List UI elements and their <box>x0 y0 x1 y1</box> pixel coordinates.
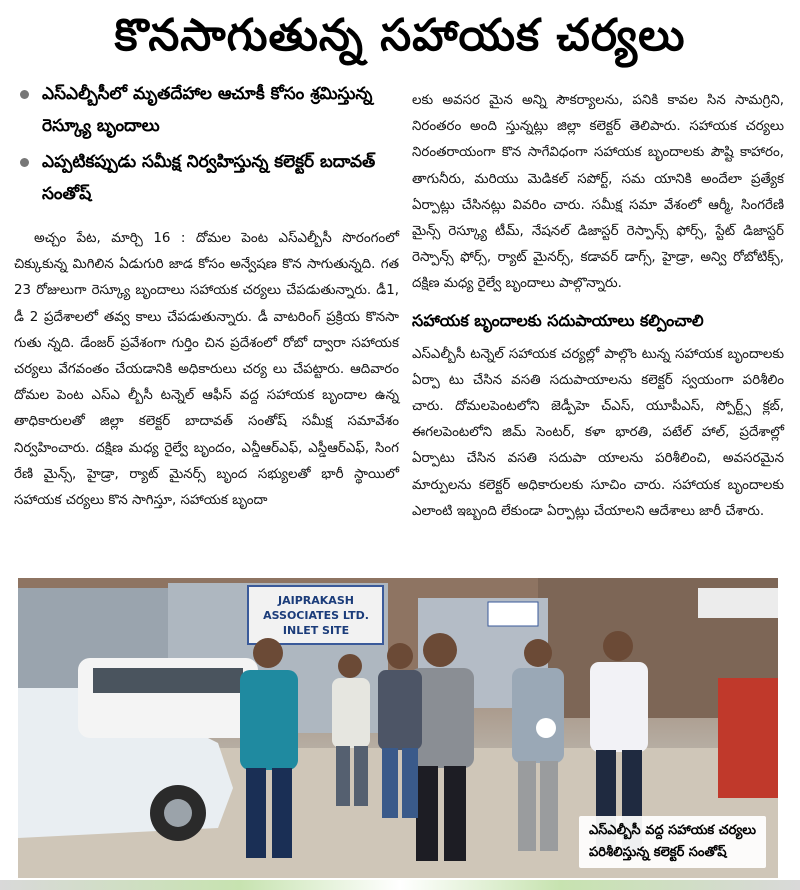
right-stall <box>718 678 778 798</box>
jeep-window <box>93 668 243 693</box>
article-paragraph: ఎస్ఎల్బీసీ టన్నెల్ సహాయక చర్యల్లో పాల్గొం టున్న సహాయక బృందాలకు ఏర్పా టు చేసిన వసతి సదుపాయాలను కలెక్టర్ స్వయంగా పరిశీలిం చారు. దోమలపెంటలోని జెడ్పీహె చ్ఎస్, యూపీఎస్, స్పోర్ట్స్ క్లబ్, ఈగలపెంటలోని జిమ్ సెంటర్, కళా భారతి, పటేల్ హాల్, ప్రదేశాల్లో ఏర్పాటు చేసిన వసతి సదుపా యాలను పరిశీలించి, అవసరమైన మార్పులను కలెక్టర్ అధికారులకు సూచిం చారు. సహాయక బృందాలకు ఎలాంటి ఇబ్బంది లేకుండా ఏర్పాట్లు చేయాలని ఆదేశాలు జారీ చేశారు. <box>412 346 784 519</box>
right-column <box>412 88 784 562</box>
bullet-point: ఎస్ఎల్బీసీలో మృతదేహాల ఆచూకీ కోసం శ్రమిస్తున్న రెస్క్యూ బృందాలు <box>14 78 399 142</box>
car-hub <box>164 799 192 827</box>
headline: కొనసాగుతున్న సహాయక చర్యలు <box>114 10 686 61</box>
right-sign <box>698 588 778 618</box>
left-column <box>14 78 399 562</box>
article-paragraph: లకు అవసర మైన అన్ని సౌకర్యాలను, పనికి కావల సిన సామగ్రిని, నిరంతరం అంది స్తున్నట్లు జిల్లా కలెక్టర్ తెలిపారు. సహాయక చర్యలు నిరంతరాయంగా కొన సాగేవిధంగా సహాయక బృందాలకు పౌష్టి కాహారం, తాగునీరు, మరియు మెడికల్ సపోర్ట్, సమ యానికి అందేలా ప్రత్యేక ఏర్పాట్లు చేసినట్లు వివరిం చారు. సమీక్ష సమా వేశంలో ఆర్మీ, సింగరేణి మైన్స్ రెస్క్యూ టీమ్, నేషనల్ డిజాస్టర్ రెస్పాన్స్ ఫోర్స్, స్టేట్ డిజాస్టర్ రెస్పాన్స్ ఫోర్స్, ర్యాట్ మైనర్స్, కడావర్ డాగ్స్, హైడ్రా, అన్వి రోబోటిక్స్, దక్షిణ మధ్య రైల్వే బృందాలు పాల్గొన్నారు. <box>412 93 784 292</box>
small-sign <box>488 602 538 626</box>
caption-line: ఎస్ఎల్బీసీ వద్ద సహాయక చర్యలు <box>589 823 756 838</box>
sign-text: JAIPRAKASH <box>278 594 354 607</box>
sign-text: ASSOCIATES LTD. <box>263 609 369 622</box>
caption-line: పరిశీలిస్తున్న కలెక్టర్ సంతోష్ <box>589 845 727 860</box>
news-photo <box>18 578 778 878</box>
bullet-point: ఎప్పటికప్పుడు సమీక్ష నిర్వహిస్తున్న కలెక్టర్ బదావత్ సంతోష్ <box>14 146 399 210</box>
sub-heading: సహాయక బృందాలకు సదుపాయాలు కల్పించాలి <box>412 310 704 330</box>
article-paragraph: అచ్చం పేట, మార్చి 16 : దోమల పెంట ఎస్ఎల్బీసీ సొరంగంలో చిక్కుకున్న మిగిలిన ఏడుగురి జాడ కోసం అన్వేషణ కొన సాగుతున్నది. గత 23 రోజులుగా రెస్క్యూ బృందాలు సహాయక చర్యలు చేపడుతున్నారు. డీ1, డీ 2 ప్రదేశాలలో తవ్వ కాలు చేపడుతున్నారు. డీ వాటరింగ్ ప్రక్రియ కొనసా గుతు న్నది. డేంజర్ ప్రవేశంగా గుర్తిం చిన ప్రదేశంలో రోబో ద్వారా సహాయక చర్యలు వేగవంతం చేయడానికి అధికారులు చర్య లు చేపట్టారు. ఆదివారం దోమల పెంట ఎస్ఎ ల్బీసీ టన్నెల్ ఆఫీస్ వద్ద సహాయక బృందాల ఉన్న తాధికారులతో జిల్లా కలెక్టర్ బాదావత్ సంతోష్ సమీక్ష సమావేశం నిర్వహించారు. దక్షిణ మధ్య రైల్వే బృందం, ఎన్డీఆర్ఎఫ్, ఎస్డీఆర్ఎఫ్, సింగ రేణి మైన్స్, హైడ్రా, ర్యాట్ మైనర్స్ బృంద సభ్యులతో భారీ స్థాయిలో సహాయక చర్యలు కొన సాగిస్తూ, సహాయక బృందా <box>14 231 399 509</box>
sign-text: INLET SITE <box>282 624 350 637</box>
bottom-strip <box>0 880 800 890</box>
photo-caption <box>579 816 766 868</box>
